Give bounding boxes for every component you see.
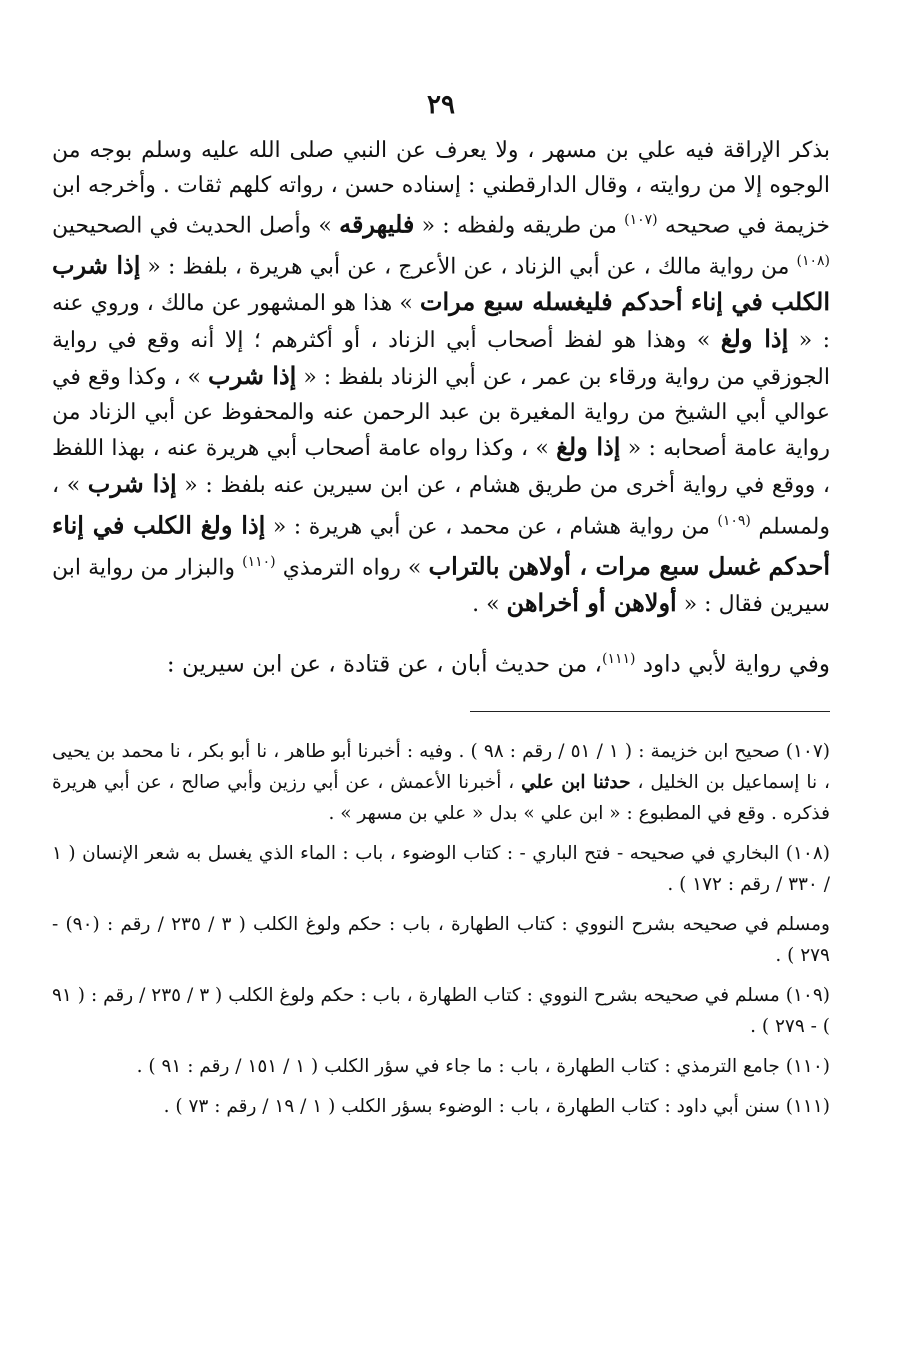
- footnote-ref: (١٠٧): [624, 212, 658, 229]
- document-page: [52, 90, 830, 1330]
- footnote: (١١٠) جامع الترمذي : كتاب الطهارة ، باب : ما جاء في سؤر الكلب ( ١ / ١٥١ / رقم : ٩١ ) .: [136, 1055, 830, 1077]
- footnote: ومسلم في صحيحه بشرح النووي : كتاب الطهارة ، باب : حكم ولوغ الكلب ( ٣ / ٢٣٥ / رقم : (٩٠) - ٢٧٩ ) .: [52, 913, 830, 966]
- footnote-ref: (١٠٩): [717, 512, 751, 529]
- paragraph: وفي رواية لأبي داود $^{(١١١)}$، من حديث أبان ، عن قتادة ، عن ابن سيرين :: [166, 651, 830, 679]
- bold-text: أولاهن أو أخراهن: [506, 587, 677, 617]
- bold-text: إذا شرب الكلب في إناء أحدكم فليغسله سبع مرات: [52, 250, 830, 317]
- bold-text: إذا ولغ الكلب في إناء أحدكم غسل سبع مرات ، أولاهن بالتراب: [52, 510, 831, 581]
- footnote-divider: [470, 711, 830, 712]
- bold-text: إذا ولغ: [720, 324, 789, 354]
- footnote-ref: (١٠٨): [796, 253, 831, 270]
- main-text: [52, 134, 830, 683]
- bold-text: حدثنا ابن علي: [521, 771, 631, 793]
- bold-text: إذا ولغ: [556, 432, 621, 462]
- footnote: (١١١) سنن أبي داود : كتاب الطهارة ، باب : الوضوء بسؤر الكلب ( ١ / ١٩ / رقم : ٧٣ ) .: [163, 1095, 830, 1117]
- page-number: ٢٩: [427, 90, 455, 120]
- footnote-ref: (١١١): [601, 651, 636, 668]
- footnote: (١٠٩) مسلم في صحيحه بشرح النووي : كتاب الطهارة ، باب : حكم ولوغ الكلب ( ٣ / ٢٣٥ / رقم : ( ٩١ ) - ٢٧٩ ) .: [52, 984, 830, 1037]
- footnote: (١٠٨) البخاري في صحيحه - فتح الباري - : كتاب الوضوء ، باب : الماء الذي يغسل به شعر الإنسان ( ١ / ٣٣٠ / رقم : ١٧٢ ) .: [52, 842, 830, 895]
- bold-text: فليهرقه: [339, 209, 415, 239]
- paragraph: بذكر الإراقة فيه علي بن مسهر ، ولا يعرف عن النبي صلى الله عليه وسلم بوجه من الوجوه إلا من روايته ، وقال الدارقطني : إسناده حسن ، رواته كلهم ثقات . وأخرجه ابن خزيمة في صحيحه $^{(١٠٧)}$ من طريقه ولفظه : « فليهرقه » وأصل الحديث في الصحيحين $^{(١٠٨)}$ من رواية مالك ، عن أبي الزناد ، عن الأعرج ، عن أبي هريرة ، بلفظ : « إذا شرب الكلب في إناء أحدكم فليغسله سبع مرات » هذا هو المشهور عن مالك ، وروي عنه : « إذا ولغ » وهذا هو لفظ أصحاب أبي الزناد ، أو أكثرهم ؛ إلا أنه وقع في رواية الجوزقي من رواية ورقاء بن عمر ، عن أبي الزناد بلفظ : « إذا شرب » ، وكذا وقع في عوالي أبي الشيخ من رواية المغيرة بن عبد الرحمن عنه والمحفوظ عن أبي الزناد من رواية عامة أصحابه : « إذا ولغ » ، وكذا رواه عامة أصحاب أبي هريرة عنه ، بهذا اللفظ ، ووقع في رواية أخرى من طريق هشام ، عن ابن سيرين عنه بلفظ : « إذا شرب » ، ولمسلم $^{(١٠٩)}$ من رواية هشام ، عن محمد ، عن أبي هريرة : « إذا ولغ الكلب في إناء أحدكم غسل سبع مرات ، أولاهن بالتراب » رواه الترمذي $^{(١١٠)}$ والبزار من رواية ابن سيرين فقال : « أولاهن أو أخراهن » .: [52, 138, 831, 617]
- bold-text: إذا شرب: [208, 360, 297, 390]
- footnote-ref: (١١٠): [242, 553, 276, 570]
- footnote: (١٠٧) صحيح ابن خزيمة : ( ١ / ٥١ / رقم : ٩٨ ) . وفيه : أخبرنا أبو طاهر ، نا أبو بكر ، نا محمد بن يحيى ، نا إسماعيل بن الخليل ، حدثنا ابن علي ، أخبرنا الأعمش ، عن أبي رزين وأبي صالح ، عن أبي هريرة فذكره . وقع في المطبوع : « ابن علي » بدل « علي بن مسهر » .: [52, 740, 830, 824]
- bold-text: إذا شرب: [87, 468, 177, 498]
- footnotes: [52, 736, 830, 1122]
